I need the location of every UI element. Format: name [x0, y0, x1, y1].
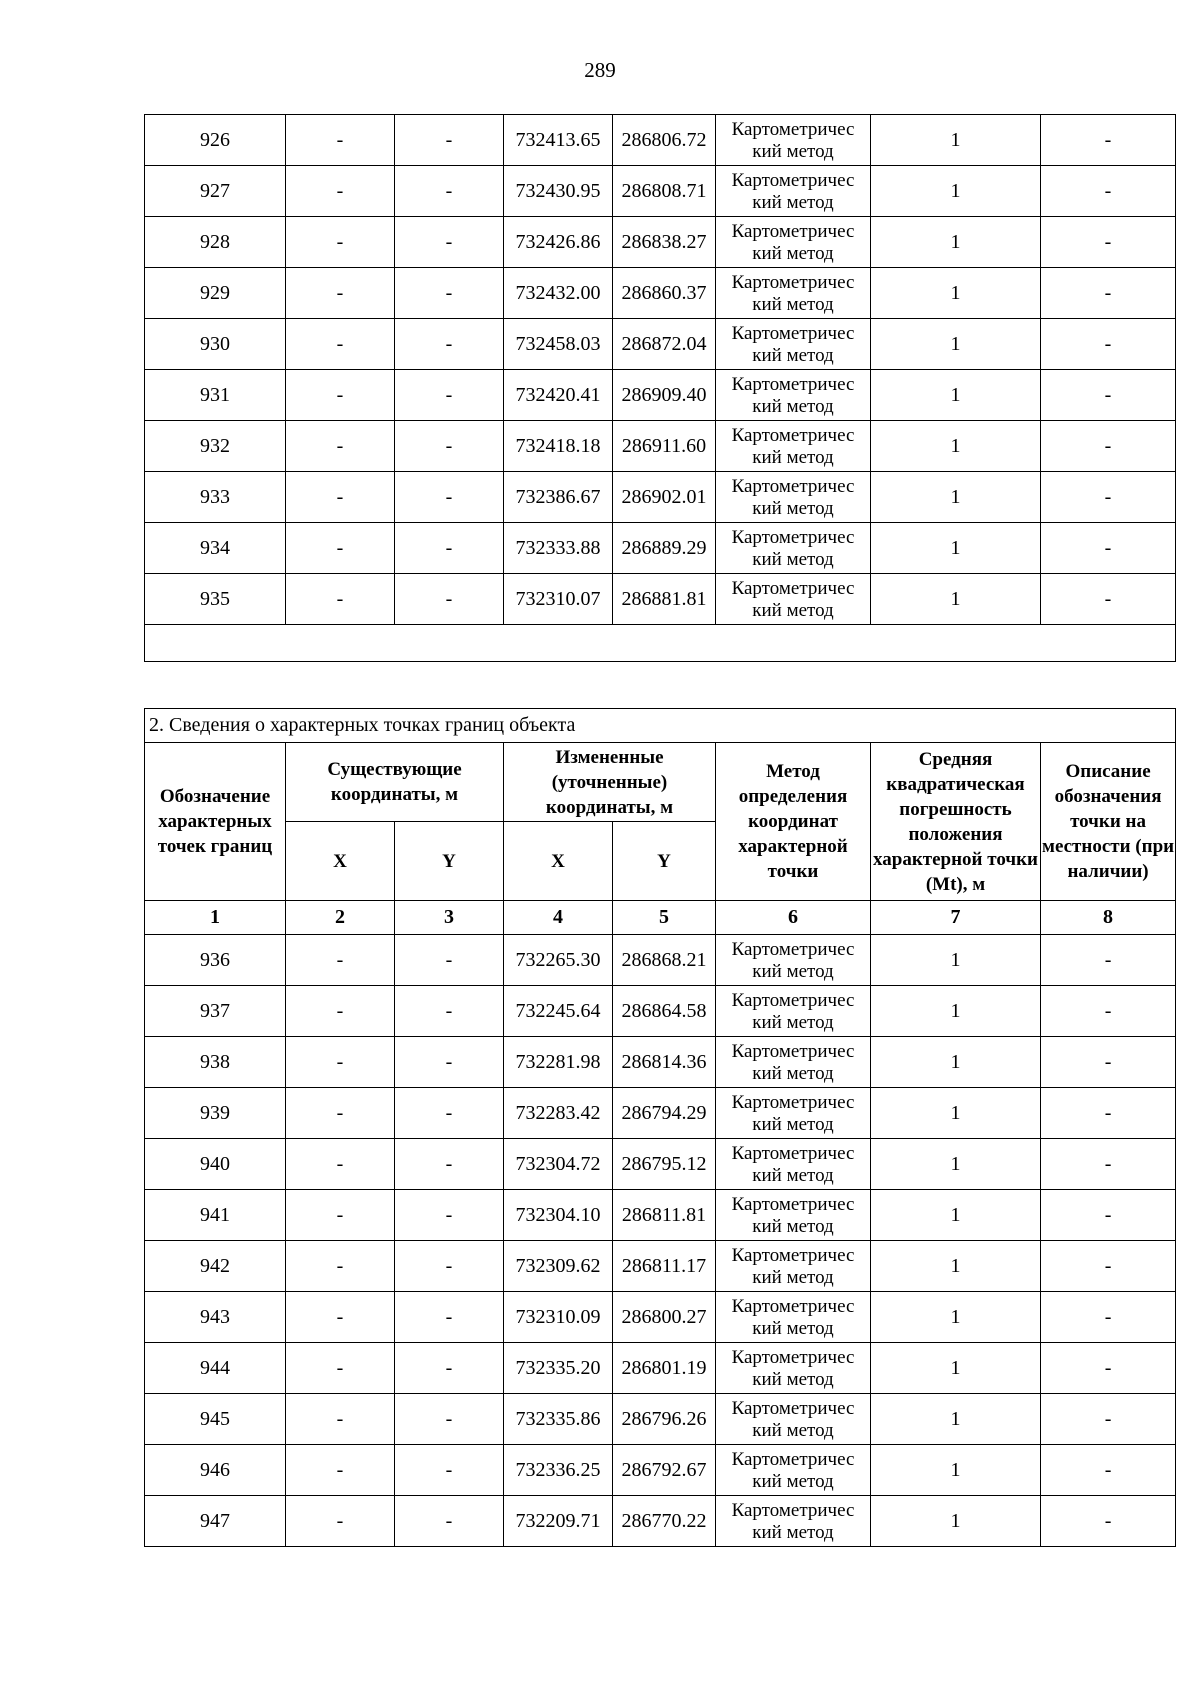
point-cell: 943	[145, 1292, 286, 1343]
column-number: 2	[286, 901, 395, 935]
changed-x-cell: 732430.95	[504, 166, 613, 217]
existing-y-cell: -	[395, 1445, 504, 1496]
table-row	[145, 217, 1176, 268]
mt-cell: 1	[871, 268, 1041, 319]
existing-x-cell: -	[286, 574, 395, 625]
existing-y-cell: -	[395, 1496, 504, 1547]
point-cell: 942	[145, 1241, 286, 1292]
existing-x-cell: -	[286, 935, 395, 986]
existing-x-cell: -	[286, 1190, 395, 1241]
point-cell: 933	[145, 472, 286, 523]
table-title: 2. Сведения о характерных точках границ объекта	[145, 709, 1176, 743]
table-row	[145, 1445, 1176, 1496]
point-cell: 934	[145, 523, 286, 574]
changed-y-cell: 286794.29	[613, 1088, 716, 1139]
mt-cell: 1	[871, 421, 1041, 472]
header-y-existing: Y	[395, 822, 504, 901]
description-cell: -	[1041, 1394, 1176, 1445]
table-row	[145, 472, 1176, 523]
changed-y-cell: 286801.19	[613, 1343, 716, 1394]
description-cell: -	[1041, 1343, 1176, 1394]
existing-x-cell: -	[286, 115, 395, 166]
existing-y-cell: -	[395, 370, 504, 421]
coordinates-table-continued	[144, 114, 1176, 662]
mt-cell: 1	[871, 986, 1041, 1037]
changed-x-cell: 732304.72	[504, 1139, 613, 1190]
existing-x-cell: -	[286, 1343, 395, 1394]
description-cell: -	[1041, 115, 1176, 166]
point-cell: 939	[145, 1088, 286, 1139]
existing-x-cell: -	[286, 1496, 395, 1547]
existing-y-cell: -	[395, 1037, 504, 1088]
mt-cell: 1	[871, 1190, 1041, 1241]
point-cell: 926	[145, 115, 286, 166]
changed-y-cell: 286814.36	[613, 1037, 716, 1088]
changed-x-cell: 732310.09	[504, 1292, 613, 1343]
existing-x-cell: -	[286, 1292, 395, 1343]
header-changed-coords: Измененные (уточненные) координаты, м	[504, 743, 716, 822]
existing-x-cell: -	[286, 472, 395, 523]
table-title-row	[145, 709, 1176, 743]
mt-cell: 1	[871, 217, 1041, 268]
point-cell: 944	[145, 1343, 286, 1394]
changed-y-cell: 286796.26	[613, 1394, 716, 1445]
existing-y-cell: -	[395, 1241, 504, 1292]
description-cell: -	[1041, 574, 1176, 625]
empty-cell	[145, 625, 1176, 662]
point-cell: 931	[145, 370, 286, 421]
changed-x-cell: 732209.71	[504, 1496, 613, 1547]
existing-x-cell: -	[286, 268, 395, 319]
existing-y-cell: -	[395, 523, 504, 574]
column-number: 7	[871, 901, 1041, 935]
existing-y-cell: -	[395, 1139, 504, 1190]
changed-y-cell: 286911.60	[613, 421, 716, 472]
changed-x-cell: 732418.18	[504, 421, 613, 472]
header-x-existing: X	[286, 822, 395, 901]
table2-body	[145, 935, 1176, 1547]
method-cell: Картометричес кий метод	[716, 1037, 871, 1088]
column-number: 3	[395, 901, 504, 935]
column-number: 5	[613, 901, 716, 935]
method-cell: Картометричес кий метод	[716, 1445, 871, 1496]
mt-cell: 1	[871, 1394, 1041, 1445]
table-row	[145, 1394, 1176, 1445]
header-method: Метод определения координат характерной точки	[716, 743, 871, 901]
point-cell: 932	[145, 421, 286, 472]
changed-y-cell: 286889.29	[613, 523, 716, 574]
column-numbers-row	[145, 901, 1176, 935]
table-row	[145, 370, 1176, 421]
point-cell: 946	[145, 1445, 286, 1496]
point-cell: 937	[145, 986, 286, 1037]
changed-y-cell: 286909.40	[613, 370, 716, 421]
existing-y-cell: -	[395, 472, 504, 523]
changed-x-cell: 732413.65	[504, 115, 613, 166]
changed-x-cell: 732310.07	[504, 574, 613, 625]
page-number: 289	[584, 58, 616, 82]
mt-cell: 1	[871, 370, 1041, 421]
changed-x-cell: 732245.64	[504, 986, 613, 1037]
mt-cell: 1	[871, 1496, 1041, 1547]
description-cell: -	[1041, 1088, 1176, 1139]
existing-x-cell: -	[286, 421, 395, 472]
point-cell: 929	[145, 268, 286, 319]
existing-y-cell: -	[395, 319, 504, 370]
table-row	[145, 166, 1176, 217]
header-y-changed: Y	[613, 822, 716, 901]
changed-y-cell: 286864.58	[613, 986, 716, 1037]
changed-x-cell: 732335.86	[504, 1394, 613, 1445]
changed-y-cell: 286811.81	[613, 1190, 716, 1241]
description-cell: -	[1041, 1037, 1176, 1088]
existing-y-cell: -	[395, 1088, 504, 1139]
existing-y-cell: -	[395, 935, 504, 986]
method-cell: Картометричес кий метод	[716, 986, 871, 1037]
point-cell: 936	[145, 935, 286, 986]
changed-y-cell: 286808.71	[613, 166, 716, 217]
existing-y-cell: -	[395, 986, 504, 1037]
mt-cell: 1	[871, 115, 1041, 166]
changed-x-cell: 732432.00	[504, 268, 613, 319]
boundary-points-table	[144, 708, 1176, 1547]
point-cell: 930	[145, 319, 286, 370]
changed-y-cell: 286811.17	[613, 1241, 716, 1292]
table-row	[145, 574, 1176, 625]
mt-cell: 1	[871, 1037, 1041, 1088]
table-row	[145, 268, 1176, 319]
description-cell: -	[1041, 1292, 1176, 1343]
method-cell: Картометричес кий метод	[716, 268, 871, 319]
header-existing-coords: Существующие координаты, м	[286, 743, 504, 822]
description-cell: -	[1041, 1496, 1176, 1547]
changed-x-cell: 732335.20	[504, 1343, 613, 1394]
existing-y-cell: -	[395, 268, 504, 319]
existing-x-cell: -	[286, 1241, 395, 1292]
column-number: 4	[504, 901, 613, 935]
existing-x-cell: -	[286, 1088, 395, 1139]
existing-y-cell: -	[395, 421, 504, 472]
existing-x-cell: -	[286, 1139, 395, 1190]
table-row	[145, 1292, 1176, 1343]
existing-y-cell: -	[395, 166, 504, 217]
method-cell: Картометричес кий метод	[716, 115, 871, 166]
mt-cell: 1	[871, 523, 1041, 574]
point-cell: 941	[145, 1190, 286, 1241]
changed-x-cell: 732309.62	[504, 1241, 613, 1292]
table-row	[145, 319, 1176, 370]
method-cell: Картометричес кий метод	[716, 1139, 871, 1190]
mt-cell: 1	[871, 319, 1041, 370]
method-cell: Картометричес кий метод	[716, 1088, 871, 1139]
column-number: 6	[716, 901, 871, 935]
changed-y-cell: 286800.27	[613, 1292, 716, 1343]
table-row	[145, 1088, 1176, 1139]
description-cell: -	[1041, 1445, 1176, 1496]
description-cell: -	[1041, 1139, 1176, 1190]
mt-cell: 1	[871, 1241, 1041, 1292]
point-cell: 927	[145, 166, 286, 217]
existing-y-cell: -	[395, 574, 504, 625]
mt-cell: 1	[871, 1139, 1041, 1190]
existing-y-cell: -	[395, 115, 504, 166]
description-cell: -	[1041, 319, 1176, 370]
changed-x-cell: 732304.10	[504, 1190, 613, 1241]
existing-x-cell: -	[286, 319, 395, 370]
existing-y-cell: -	[395, 1292, 504, 1343]
changed-x-cell: 732283.42	[504, 1088, 613, 1139]
table-row	[145, 986, 1176, 1037]
header-row	[145, 743, 1176, 822]
table-row	[145, 1037, 1176, 1088]
changed-x-cell: 732333.88	[504, 523, 613, 574]
changed-x-cell: 732265.30	[504, 935, 613, 986]
column-number: 1	[145, 901, 286, 935]
point-cell: 947	[145, 1496, 286, 1547]
header-mt: Средняя квадратическая погрешность положения характерной точки (Mt), м	[871, 743, 1041, 901]
description-cell: -	[1041, 421, 1176, 472]
table-row	[145, 935, 1176, 986]
method-cell: Картометричес кий метод	[716, 217, 871, 268]
mt-cell: 1	[871, 1343, 1041, 1394]
method-cell: Картометричес кий метод	[716, 166, 871, 217]
changed-x-cell: 732458.03	[504, 319, 613, 370]
mt-cell: 1	[871, 1445, 1041, 1496]
changed-x-cell: 732420.41	[504, 370, 613, 421]
description-cell: -	[1041, 1241, 1176, 1292]
changed-x-cell: 732336.25	[504, 1445, 613, 1496]
table1-empty-row	[145, 625, 1176, 662]
description-cell: -	[1041, 166, 1176, 217]
point-cell: 928	[145, 217, 286, 268]
mt-cell: 1	[871, 1088, 1041, 1139]
point-cell: 945	[145, 1394, 286, 1445]
mt-cell: 1	[871, 472, 1041, 523]
changed-y-cell: 286868.21	[613, 935, 716, 986]
method-cell: Картометричес кий метод	[716, 1496, 871, 1547]
description-cell: -	[1041, 523, 1176, 574]
description-cell: -	[1041, 268, 1176, 319]
header-description: Описание обозначения точки на местности (при наличии)	[1041, 743, 1176, 901]
method-cell: Картометричес кий метод	[716, 1292, 871, 1343]
method-cell: Картометричес кий метод	[716, 370, 871, 421]
changed-x-cell: 732281.98	[504, 1037, 613, 1088]
method-cell: Картометричес кий метод	[716, 523, 871, 574]
description-cell: -	[1041, 986, 1176, 1037]
existing-y-cell: -	[395, 1190, 504, 1241]
description-cell: -	[1041, 217, 1176, 268]
existing-x-cell: -	[286, 986, 395, 1037]
existing-x-cell: -	[286, 217, 395, 268]
existing-x-cell: -	[286, 1394, 395, 1445]
point-cell: 940	[145, 1139, 286, 1190]
method-cell: Картометричес кий метод	[716, 1190, 871, 1241]
changed-x-cell: 732426.86	[504, 217, 613, 268]
description-cell: -	[1041, 472, 1176, 523]
table-row	[145, 523, 1176, 574]
table-row	[145, 1190, 1176, 1241]
changed-y-cell: 286795.12	[613, 1139, 716, 1190]
method-cell: Картометричес кий метод	[716, 935, 871, 986]
description-cell: -	[1041, 935, 1176, 986]
changed-y-cell: 286860.37	[613, 268, 716, 319]
point-cell: 935	[145, 574, 286, 625]
existing-y-cell: -	[395, 1394, 504, 1445]
table1-body	[145, 115, 1176, 625]
table-row	[145, 1343, 1176, 1394]
existing-x-cell: -	[286, 1445, 395, 1496]
description-cell: -	[1041, 1190, 1176, 1241]
table-row	[145, 1496, 1176, 1547]
mt-cell: 1	[871, 935, 1041, 986]
existing-x-cell: -	[286, 523, 395, 574]
header-point: Обозначение характерных точек границ	[145, 743, 286, 901]
table-row	[145, 115, 1176, 166]
existing-y-cell: -	[395, 1343, 504, 1394]
table-row	[145, 1139, 1176, 1190]
column-number: 8	[1041, 901, 1176, 935]
method-cell: Картометричес кий метод	[716, 1343, 871, 1394]
method-cell: Картометричес кий метод	[716, 574, 871, 625]
method-cell: Картометричес кий метод	[716, 1241, 871, 1292]
method-cell: Картометричес кий метод	[716, 1394, 871, 1445]
mt-cell: 1	[871, 166, 1041, 217]
changed-y-cell: 286881.81	[613, 574, 716, 625]
existing-y-cell: -	[395, 217, 504, 268]
mt-cell: 1	[871, 574, 1041, 625]
table-row	[145, 1241, 1176, 1292]
point-cell: 938	[145, 1037, 286, 1088]
existing-x-cell: -	[286, 1037, 395, 1088]
description-cell: -	[1041, 370, 1176, 421]
method-cell: Картометричес кий метод	[716, 421, 871, 472]
changed-y-cell: 286806.72	[613, 115, 716, 166]
existing-x-cell: -	[286, 370, 395, 421]
table-row	[145, 421, 1176, 472]
changed-x-cell: 732386.67	[504, 472, 613, 523]
header-x-changed: X	[504, 822, 613, 901]
method-cell: Картометричес кий метод	[716, 472, 871, 523]
existing-x-cell: -	[286, 166, 395, 217]
method-cell: Картометричес кий метод	[716, 319, 871, 370]
changed-y-cell: 286838.27	[613, 217, 716, 268]
changed-y-cell: 286902.01	[613, 472, 716, 523]
changed-y-cell: 286792.67	[613, 1445, 716, 1496]
changed-y-cell: 286770.22	[613, 1496, 716, 1547]
changed-y-cell: 286872.04	[613, 319, 716, 370]
mt-cell: 1	[871, 1292, 1041, 1343]
